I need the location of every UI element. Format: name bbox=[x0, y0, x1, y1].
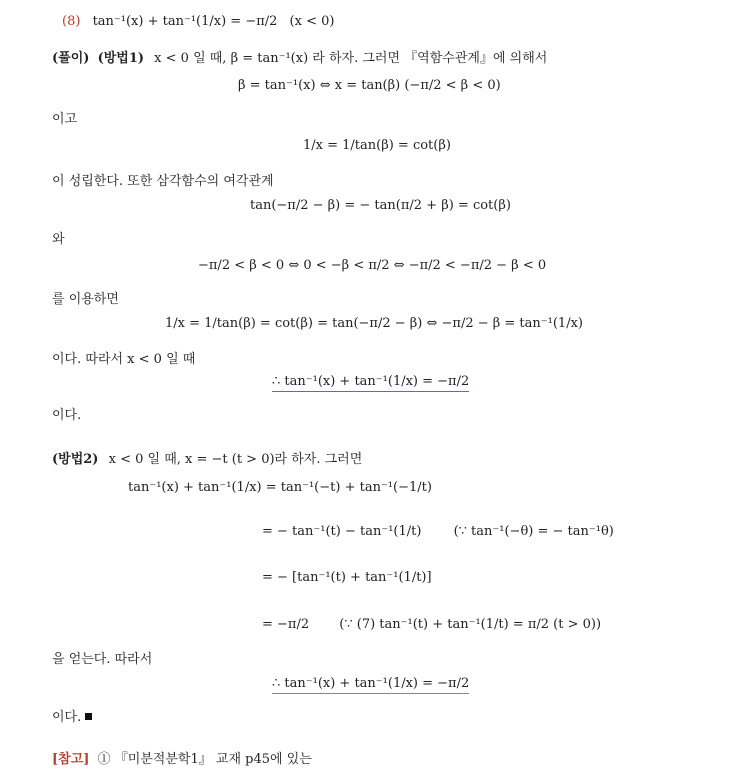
result-1-wrap bbox=[272, 374, 469, 389]
equation-2: 1/x = 1/tan(β) = cot(β) bbox=[303, 138, 451, 153]
end-2: 이다. bbox=[52, 710, 82, 725]
equation-4: −π/2 < β < 0 ⇔ 0 < −β < π/2 ⇔ −π/2 < −π/2 − β < 0 bbox=[198, 258, 547, 273]
problem-expr: tan⁻¹(x) + tan⁻¹(1/x) = −π/2 bbox=[92, 14, 278, 29]
step-4-reason: (∵ (7) tan⁻¹(t) + tan⁻¹(1/t) = π/2 (t > 0)) bbox=[339, 617, 602, 632]
step-4: = −π/2 bbox=[262, 617, 310, 632]
step-2-reason: (∵ tan⁻¹(−θ) = − tan⁻¹θ) bbox=[453, 524, 614, 539]
text-3: 를 이용하면 bbox=[52, 292, 119, 307]
solution2-intro: x < 0 일 때, x = −t (t > 0)라 하자. 그러면 bbox=[108, 452, 363, 467]
step-2: = − tan⁻¹(t) − tan⁻¹(1/t) bbox=[262, 524, 422, 539]
equation-5: 1/x = 1/tan(β) = cot(β) = tan(−π/2 − β) ⇔ −π/2 − β = tan⁻¹(1/x) bbox=[165, 316, 583, 331]
result-2-wrap bbox=[272, 676, 469, 691]
text-2: 이 성립한다. 또한 삼각함수의 여각관계 bbox=[52, 174, 274, 189]
qed-square-icon bbox=[85, 713, 92, 720]
problem-statement bbox=[62, 14, 334, 29]
solution1-intro: x < 0 일 때, β = tan⁻¹(x) 라 하자. 그러면 『역함수관계』에 의해서 bbox=[154, 51, 548, 66]
end-2-line bbox=[52, 706, 92, 725]
text-4: 이다. 따라서 x < 0 일 때 bbox=[52, 352, 196, 367]
solution-label: (풀이) bbox=[52, 51, 90, 66]
equation-3: tan(−π/2 − β) = − tan(π/2 + β) = cot(β) bbox=[250, 198, 511, 213]
step-1: tan⁻¹(x) + tan⁻¹(1/x) = tan⁻¹(−t) + tan⁻¹(−1/t) bbox=[128, 480, 432, 495]
text-5: 을 얻는다. 따라서 bbox=[52, 652, 153, 667]
end-1: 이다. bbox=[52, 408, 82, 423]
method2-label: (방법2) bbox=[52, 452, 99, 467]
note-line bbox=[52, 748, 312, 767]
step-4-line bbox=[262, 617, 601, 632]
connector-2: 와 bbox=[52, 232, 65, 247]
connector-1: 이고 bbox=[52, 112, 78, 127]
result-2: ∴ tan⁻¹(x) + tan⁻¹(1/x) = −π/2 bbox=[272, 676, 469, 694]
step-2-line bbox=[262, 524, 614, 539]
note-text: ① 『미분적분학1』 교재 p45에 있는 bbox=[97, 752, 312, 767]
solution2-intro-line bbox=[52, 448, 362, 467]
method1-label: (방법1) bbox=[97, 51, 145, 66]
result-1: ∴ tan⁻¹(x) + tan⁻¹(1/x) = −π/2 bbox=[272, 374, 469, 392]
equation-1: β = tan⁻¹(x) ⇔ x = tan(β) (−π/2 < β < 0) bbox=[238, 78, 501, 93]
problem-number: (8) bbox=[62, 14, 81, 29]
problem-condition: (x < 0) bbox=[289, 14, 335, 29]
step-3: = − [tan⁻¹(t) + tan⁻¹(1/t)] bbox=[262, 570, 432, 585]
note-label: [참고] bbox=[52, 752, 90, 767]
solution1-intro-line bbox=[52, 47, 547, 66]
